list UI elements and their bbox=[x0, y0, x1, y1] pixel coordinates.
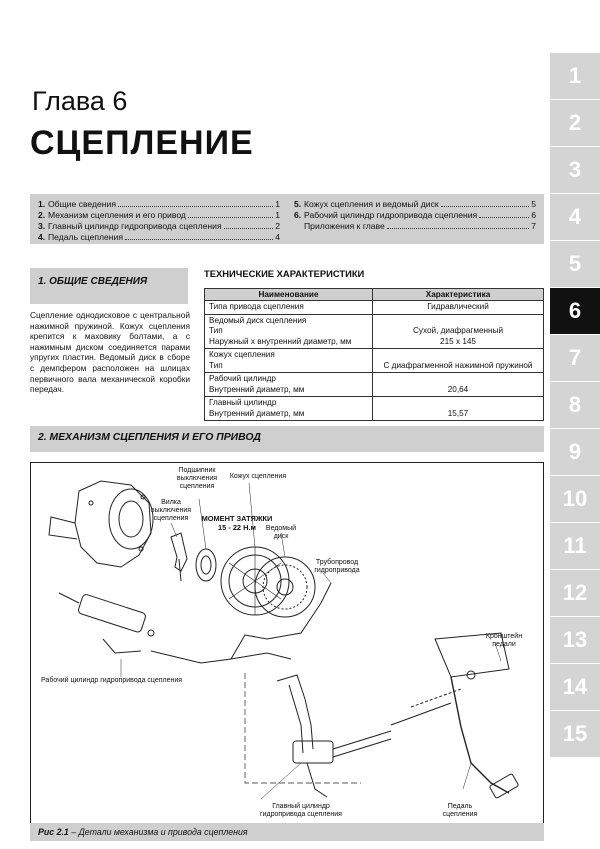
tech-specs-title: ТЕХНИЧЕСКИЕ ХАРАКТЕРИСТИКИ bbox=[204, 268, 365, 279]
spec-name-line: Тип bbox=[209, 360, 223, 370]
label-clutch-pedal: Педаль сцепления bbox=[442, 803, 478, 818]
toc-item bbox=[38, 221, 280, 232]
toc-item-page: 2 bbox=[275, 221, 280, 231]
toc-item-number: 6. bbox=[294, 210, 302, 220]
chapter-tab-5[interactable]: 5 bbox=[550, 240, 600, 287]
gearbox-housing-drawing bbox=[49, 481, 153, 567]
release-bearing-drawing bbox=[196, 549, 216, 581]
toc-item bbox=[294, 199, 536, 210]
toc-leader-dots bbox=[441, 200, 530, 207]
spec-name-line: Внутренний диаметр, мм bbox=[209, 408, 305, 418]
chapter-tab-15[interactable]: 15 bbox=[550, 710, 600, 757]
master-cylinder-drawing bbox=[245, 673, 391, 797]
clutch-drawing bbox=[31, 463, 545, 825]
chapter-tab-4[interactable]: 4 bbox=[550, 193, 600, 240]
spec-name-line: Внутренний диаметр, мм bbox=[209, 384, 305, 394]
slave-cylinder-drawing bbox=[59, 593, 154, 653]
spec-name-line: Рабочий цилиндр bbox=[209, 374, 276, 383]
spec-name-cell bbox=[205, 301, 373, 315]
column-header-value: Характеристика bbox=[373, 289, 544, 301]
toc-leader-dots bbox=[224, 222, 274, 229]
chapter-title: СЦЕПЛЕНИЕ bbox=[30, 124, 254, 162]
chapter-tab-6[interactable]: 6 bbox=[550, 287, 600, 334]
label-clutch-cover: Кожух сцепления bbox=[229, 473, 287, 480]
spec-value-cell bbox=[373, 301, 544, 315]
toc-item-number: 4. bbox=[38, 232, 46, 242]
toc-item bbox=[294, 221, 536, 232]
label-torque-title: МОМЕНТ ЗАТЯЖКИ bbox=[201, 514, 273, 523]
label-pedal-bracket: Кронштейн педали bbox=[485, 633, 523, 648]
chapter-tab-1[interactable]: 1 bbox=[550, 52, 600, 99]
toc-item bbox=[38, 210, 280, 221]
label-master-cylinder: Главный цилиндр гидропривода сцепления bbox=[260, 803, 342, 818]
toc-item bbox=[38, 232, 280, 243]
label-slave-cylinder: Рабочий цилиндр гидропривода сцепления bbox=[41, 677, 183, 684]
spec-name-line: Ведомый диск сцепления bbox=[209, 315, 307, 325]
toc-item-label: Кожух сцепления и ведомый диск bbox=[304, 199, 439, 209]
table-row bbox=[205, 397, 544, 421]
toc-leader-dots bbox=[387, 222, 529, 229]
spec-value-cell bbox=[373, 397, 544, 421]
table-header-row bbox=[205, 289, 544, 301]
section-1-text: Сцепление однодисковое с центральной нажимной пружиной. Кожух сцепления крепится к маховику болтами, а с нажимным диском соединяется парами упругих пластин. Ведомый диск в сборе с демпфером расположен на шлицах первичного вала механической коробки передач. bbox=[30, 310, 190, 395]
spec-value-line: Гидравлический bbox=[427, 302, 489, 311]
chapter-tab-3[interactable]: 3 bbox=[550, 146, 600, 193]
label-release-fork: Вилка выключения сцепления bbox=[150, 499, 192, 522]
leader-lines bbox=[121, 483, 501, 799]
toc-item-number: 5. bbox=[294, 199, 302, 209]
spec-name-cell bbox=[205, 373, 373, 397]
toc-item-page: 5 bbox=[531, 199, 536, 209]
table-row bbox=[205, 314, 544, 349]
chapter-tab-9[interactable]: 9 bbox=[550, 428, 600, 475]
section-2-heading: 2. МЕХАНИЗМ СЦЕПЛЕНИЯ И ЕГО ПРИВОД bbox=[30, 426, 544, 452]
table-row bbox=[205, 301, 544, 315]
toc-column-left bbox=[38, 199, 280, 242]
tech-specs-table bbox=[204, 288, 544, 421]
spec-name-line: Тип bbox=[209, 326, 223, 335]
table-row bbox=[205, 373, 544, 397]
chapter-tab-12[interactable]: 12 bbox=[550, 569, 600, 616]
spec-name-cell bbox=[205, 349, 373, 373]
toc-item-page: 7 bbox=[531, 221, 536, 231]
chapter-tab-7[interactable]: 7 bbox=[550, 334, 600, 381]
spec-value-line: 15,57 bbox=[447, 408, 469, 418]
toc-item-label: Педаль сцепления bbox=[48, 232, 123, 242]
table-of-contents bbox=[30, 194, 544, 244]
spec-value-line: 20,64 bbox=[447, 384, 469, 394]
chapter-tab-11[interactable]: 11 bbox=[550, 522, 600, 569]
toc-leader-dots bbox=[188, 211, 273, 218]
clutch-diagram-figure bbox=[30, 462, 544, 824]
toc-column-right bbox=[294, 199, 536, 239]
toc-item-number: 3. bbox=[38, 221, 46, 231]
toc-leader-dots bbox=[118, 200, 273, 207]
chapter-tabs bbox=[550, 52, 600, 757]
chapter-tab-10[interactable]: 10 bbox=[550, 475, 600, 522]
chapter-tab-2[interactable]: 2 bbox=[550, 99, 600, 146]
spec-value-line: 215 х 145 bbox=[440, 336, 476, 346]
toc-item bbox=[38, 199, 280, 210]
toc-item-label: Общие сведения bbox=[48, 199, 116, 209]
label-driven-disc: Ведомый диск bbox=[265, 525, 297, 540]
spec-name-line: Типа привода сцепления bbox=[209, 302, 304, 311]
toc-item-number: 2. bbox=[38, 210, 46, 220]
toc-item-label: Механизм сцепления и его привод bbox=[48, 210, 186, 220]
chapter-label: Глава 6 bbox=[32, 86, 128, 116]
spec-value-line: С диафрагменной нажимной пружиной bbox=[383, 360, 533, 370]
spec-name-line: Наружный х внутренний диаметр, мм bbox=[209, 336, 352, 346]
section-1-heading: 1. ОБЩИЕ СВЕДЕНИЯ bbox=[30, 268, 188, 304]
toc-item-label: Рабочий цилиндр гидропривода сцепления bbox=[304, 210, 478, 220]
label-pipeline: Трубопровод гидропривода bbox=[314, 559, 360, 574]
hydraulic-pipeline-drawing bbox=[151, 583, 331, 663]
toc-item-number: 1. bbox=[38, 199, 46, 209]
chapter-tab-13[interactable]: 13 bbox=[550, 616, 600, 663]
table-row bbox=[205, 349, 544, 373]
pedal-drawing bbox=[391, 633, 519, 799]
label-torque-value: 15 - 22 Н.м bbox=[218, 523, 256, 532]
toc-item-page: 1 bbox=[275, 199, 280, 209]
toc-item-page: 1 bbox=[275, 210, 280, 220]
release-fork-drawing bbox=[171, 533, 187, 581]
caption-number: Рис 2.1 bbox=[38, 827, 69, 837]
toc-item bbox=[294, 210, 536, 221]
spec-name-cell bbox=[205, 397, 373, 421]
toc-item-label: Главный цилиндр гидропривода сцепления bbox=[48, 221, 222, 231]
spec-name-cell bbox=[205, 314, 373, 349]
spec-value-cell bbox=[373, 314, 544, 349]
caption-text: – Детали механизма и привода сцепления bbox=[68, 827, 248, 837]
spec-value-cell bbox=[373, 373, 544, 397]
toc-item-label: Приложения к главе bbox=[304, 221, 385, 231]
toc-item-page: 4 bbox=[275, 232, 280, 242]
figure-caption bbox=[30, 823, 544, 841]
chapter-tab-14[interactable]: 14 bbox=[550, 663, 600, 710]
toc-leader-dots bbox=[479, 211, 529, 218]
spec-name-line: Кожух сцепления bbox=[209, 350, 275, 359]
chapter-tab-8[interactable]: 8 bbox=[550, 381, 600, 428]
label-release-bearing: Подшипник выключения сцепления bbox=[176, 467, 218, 490]
toc-item-page: 6 bbox=[531, 210, 536, 220]
spec-value-line: Сухой, диафрагменный bbox=[412, 326, 504, 335]
column-header-name: Наименование bbox=[205, 289, 373, 301]
spec-value-cell bbox=[373, 349, 544, 373]
spec-name-line: Главный цилиндр bbox=[209, 398, 277, 407]
toc-leader-dots bbox=[125, 233, 273, 240]
